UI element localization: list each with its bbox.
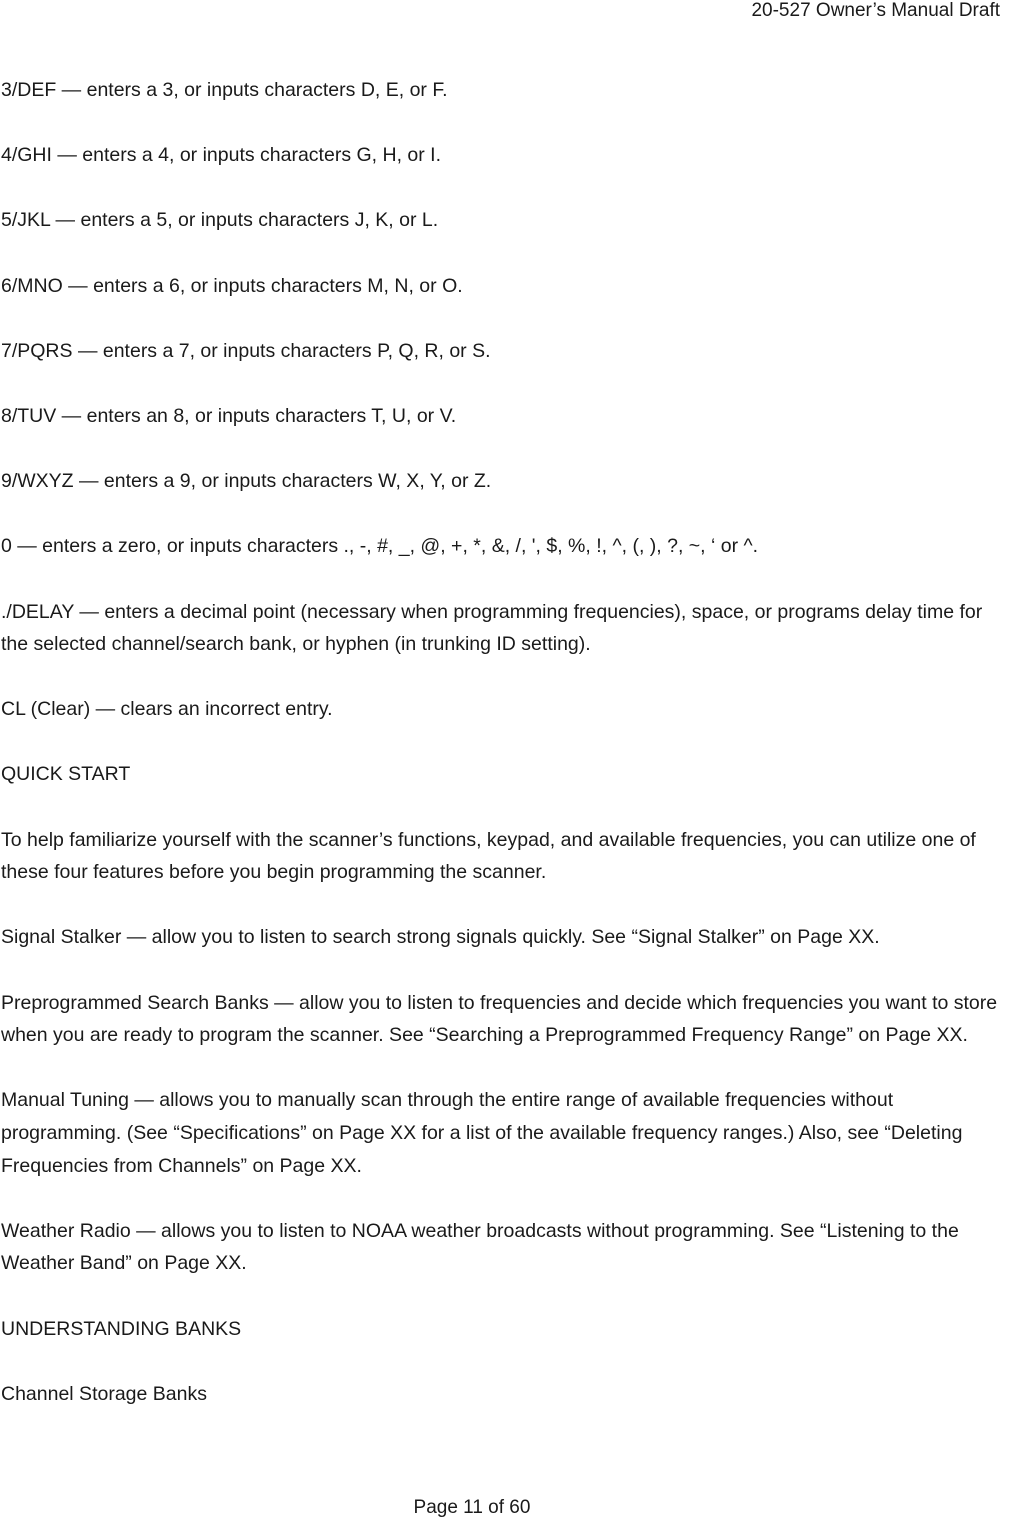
key-clear-description: CL (Clear) — clears an incorrect entry. [1,698,333,721]
key-9-wxyz-description: 9/WXYZ — enters a 9, or inputs characters W, X, Y, or Z. [1,470,492,493]
manual-tuning-description: Manual Tuning — allows you to manually scan through the entire range of available frequencies without programming. (See “Specifications” on Page XX for a list of the available frequency ranges.) Also, see “Deleting Frequencies from Channels” on Page XX. [1,1089,963,1177]
page-number: Page 11 of 60 [413,1497,531,1518]
quick-start-intro: To help familiarize yourself with the scanner’s functions, keypad, and available frequencies, you can utilize one of these four features before you begin programming the scanner. [1,828,976,884]
key-5-jkl-description: 5/JKL — enters a 5, or inputs characters J, K, or L. [1,209,439,232]
key-0-description: 0 — enters a zero, or inputs characters ., -, #, _, @, +, *, &, /, ', $, %, !, ^, (, ), ?, ~, ‘ or ^. [1,535,759,558]
page-footer [0,1497,1014,1519]
key-8-tuv-description: 8/TUV — enters an 8, or inputs characters T, U, or V. [1,404,457,427]
channel-storage-banks-heading: Channel Storage Banks [1,1382,207,1405]
key-3-def-description: 3/DEF — enters a 3, or inputs characters D, E, or F. [1,79,448,101]
weather-radio-description: Weather Radio — allows you to listen to NOAA weather broadcasts without programming. See “Listening to the Weather Band” on Page XX. [1,1219,959,1275]
key-6-mno-description: 6/MNO — enters a 6, or inputs characters M, N, or O. [1,274,463,297]
key-4-ghi-description: 4/GHI — enters a 4, or inputs characters G, H, or I. [1,144,441,167]
document-header: 20-527 Owner’s Manual Draft [751,0,1000,21]
signal-stalker-description: Signal Stalker — allow you to listen to search strong signals quickly. See “Signal Stalker” on Page XX. [1,926,880,949]
page-body [1,74,1013,1443]
understanding-banks-heading: UNDERSTANDING BANKS [1,1317,242,1340]
key-delay-description: ./DELAY — enters a decimal point (necessary when programming frequencies), space, or programs delay time for the selected channel/search bank, or hyphen (in trunking ID setting). [1,600,983,656]
preprogrammed-search-description: Preprogrammed Search Banks — allow you to listen to frequencies and decide which frequencies you want to store when you are ready to program the scanner. See “Searching a Preprogrammed Frequency Range” on Page XX. [1,991,998,1047]
quick-start-heading: QUICK START [1,763,131,786]
key-7-pqrs-description: 7/PQRS — enters a 7, or inputs characters P, Q, R, or S. [1,339,491,362]
